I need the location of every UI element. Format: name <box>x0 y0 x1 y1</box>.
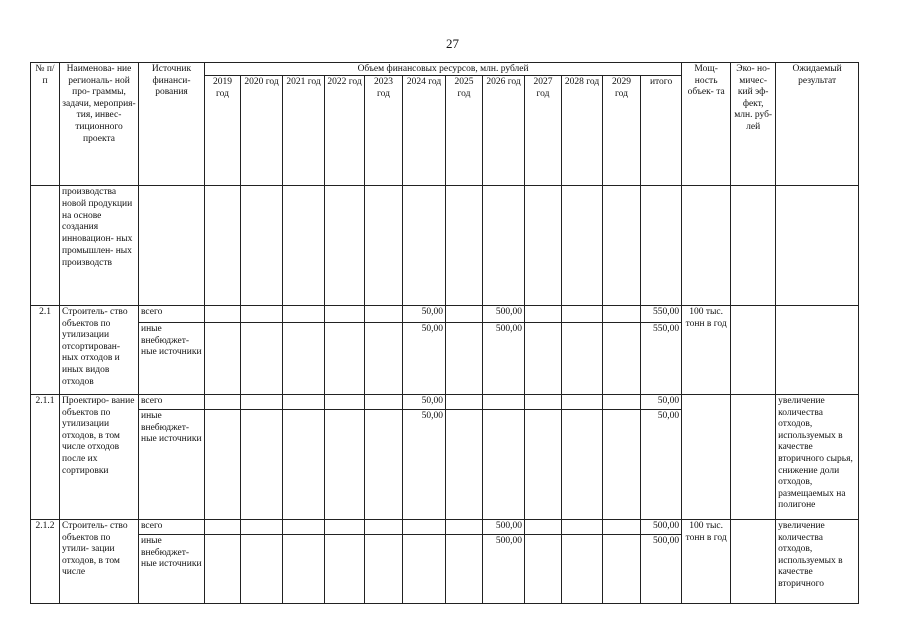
row-value <box>283 395 325 410</box>
header-year-5: 2024 год <box>403 76 446 186</box>
row-value <box>603 323 641 395</box>
row-value <box>403 520 446 535</box>
header-year-0: 2019 год <box>205 76 241 186</box>
row-value <box>562 520 603 535</box>
row-capacity <box>682 395 731 520</box>
row-value <box>365 395 403 410</box>
row-econ <box>731 520 776 604</box>
row-value <box>446 306 483 323</box>
table-row <box>31 395 859 410</box>
row-value <box>446 395 483 410</box>
row-result <box>776 306 859 395</box>
row-value: 50,00 <box>641 395 682 410</box>
header-year-2: 2021 год <box>283 76 325 186</box>
row-value <box>446 410 483 520</box>
row-value <box>446 323 483 395</box>
row-value <box>603 306 641 323</box>
header-year-7: 2026 год <box>483 76 525 186</box>
table-row <box>31 306 859 323</box>
header-source: Источник финанси- рования <box>139 63 205 186</box>
header-year-3: 2022 год <box>325 76 365 186</box>
header-capacity: Мощ- ность объек- та <box>682 63 731 186</box>
row-value <box>365 520 403 535</box>
row-value <box>283 323 325 395</box>
header-row <box>31 63 859 76</box>
row-value <box>205 323 241 395</box>
row-value <box>562 410 603 520</box>
row-econ <box>731 395 776 520</box>
row-value <box>446 520 483 535</box>
row-value <box>562 535 603 604</box>
row-value <box>283 520 325 535</box>
row-value <box>241 395 283 410</box>
row-name: Проектиро- вание объектов по утилизации отходов, в том числе отходов после их сортировки <box>60 395 139 520</box>
row-value <box>325 306 365 323</box>
row-value: 500,00 <box>483 520 525 535</box>
header-year-9: 2028 год <box>562 76 603 186</box>
header-year-6: 2025 год <box>446 76 483 186</box>
row-value: 550,00 <box>641 323 682 395</box>
row-value <box>325 520 365 535</box>
row-value <box>205 410 241 520</box>
row-num: 2.1 <box>31 306 60 395</box>
row-value <box>283 306 325 323</box>
financing-table <box>30 62 859 604</box>
row-value <box>205 535 241 604</box>
row-value <box>325 323 365 395</box>
header-name: Наименова- ние региональ- ной про- граммы, задачи, мероприя- тия, инвес- тиционного проекта <box>60 63 139 186</box>
row-value <box>483 410 525 520</box>
continuation-row <box>31 186 859 306</box>
row-value: 500,00 <box>483 535 525 604</box>
row-value <box>525 395 562 410</box>
row-value: 50,00 <box>403 323 446 395</box>
row-value <box>283 535 325 604</box>
row-value <box>241 520 283 535</box>
row-value <box>241 323 283 395</box>
row-value <box>241 306 283 323</box>
row-value: 500,00 <box>641 520 682 535</box>
row-value: 550,00 <box>641 306 682 323</box>
row-value <box>205 306 241 323</box>
row-value: 500,00 <box>483 323 525 395</box>
row-value <box>603 535 641 604</box>
row-value <box>283 410 325 520</box>
header-volume: Объем финансовых ресурсов, млн. рублей <box>205 63 682 76</box>
row-value: 50,00 <box>403 395 446 410</box>
row-value <box>365 306 403 323</box>
row-source: иные внебюджет- ные источники <box>139 323 205 395</box>
header-year-11: итого <box>641 76 682 186</box>
row-value: 500,00 <box>483 306 525 323</box>
row-value <box>403 535 446 604</box>
row-source: иные внебюджет- ные источники <box>139 410 205 520</box>
row-num: 2.1.2 <box>31 520 60 604</box>
row-value <box>525 410 562 520</box>
row-value <box>603 395 641 410</box>
row-value <box>525 306 562 323</box>
row-value <box>365 410 403 520</box>
row-value <box>562 306 603 323</box>
row-value <box>325 395 365 410</box>
page-number: 27 <box>446 36 459 51</box>
row-value <box>603 520 641 535</box>
row-num: 2.1.1 <box>31 395 60 520</box>
row-value <box>325 535 365 604</box>
row-value <box>365 535 403 604</box>
continuation-text: производства новой продукции на основе создания инновацион- ных промышлен- ных производств <box>60 186 139 306</box>
row-name: Строитель- ство объектов по утили- зации отходов, в том числе <box>60 520 139 604</box>
row-value <box>562 395 603 410</box>
row-value <box>603 410 641 520</box>
row-value <box>483 395 525 410</box>
row-value <box>205 520 241 535</box>
row-value: 50,00 <box>403 306 446 323</box>
row-source: всего <box>139 306 205 323</box>
row-value <box>241 410 283 520</box>
row-value: 500,00 <box>641 535 682 604</box>
row-source: иные внебюджет- ные источники <box>139 535 205 604</box>
row-value <box>241 535 283 604</box>
header-year-4: 2023 год <box>365 76 403 186</box>
row-value <box>562 323 603 395</box>
row-value: 50,00 <box>641 410 682 520</box>
row-capacity: 100 тыс. тонн в год <box>682 306 731 395</box>
row-capacity: 100 тыс. тонн в год <box>682 520 731 604</box>
row-source: всего <box>139 520 205 535</box>
row-value <box>525 323 562 395</box>
row-value <box>525 520 562 535</box>
row-value <box>325 410 365 520</box>
row-value <box>446 535 483 604</box>
row-value <box>365 323 403 395</box>
header-year-8: 2027 год <box>525 76 562 186</box>
row-result: увеличение количества отходов, используемых в качестве вторичного сырья, снижение доли отходов, размещаемых на полигоне <box>776 395 859 520</box>
header-result: Ожидаемый результат <box>776 63 859 186</box>
table-row <box>31 520 859 535</box>
header-year-10: 2029 год <box>603 76 641 186</box>
row-value: 50,00 <box>403 410 446 520</box>
header-year-1: 2020 год <box>241 76 283 186</box>
header-econ: Эко- но- мичес- кий эф- фект, млн. руб- лей <box>731 63 776 186</box>
row-value <box>525 535 562 604</box>
row-econ <box>731 306 776 395</box>
header-num: № п/п <box>31 63 60 186</box>
row-value <box>205 395 241 410</box>
row-source: всего <box>139 395 205 410</box>
row-result: увеличение количества отходов, используемых в качестве вторичного <box>776 520 859 604</box>
row-name: Строитель- ство объектов по утилизации отсортирован- ных отходов и иных видов отходов <box>60 306 139 395</box>
